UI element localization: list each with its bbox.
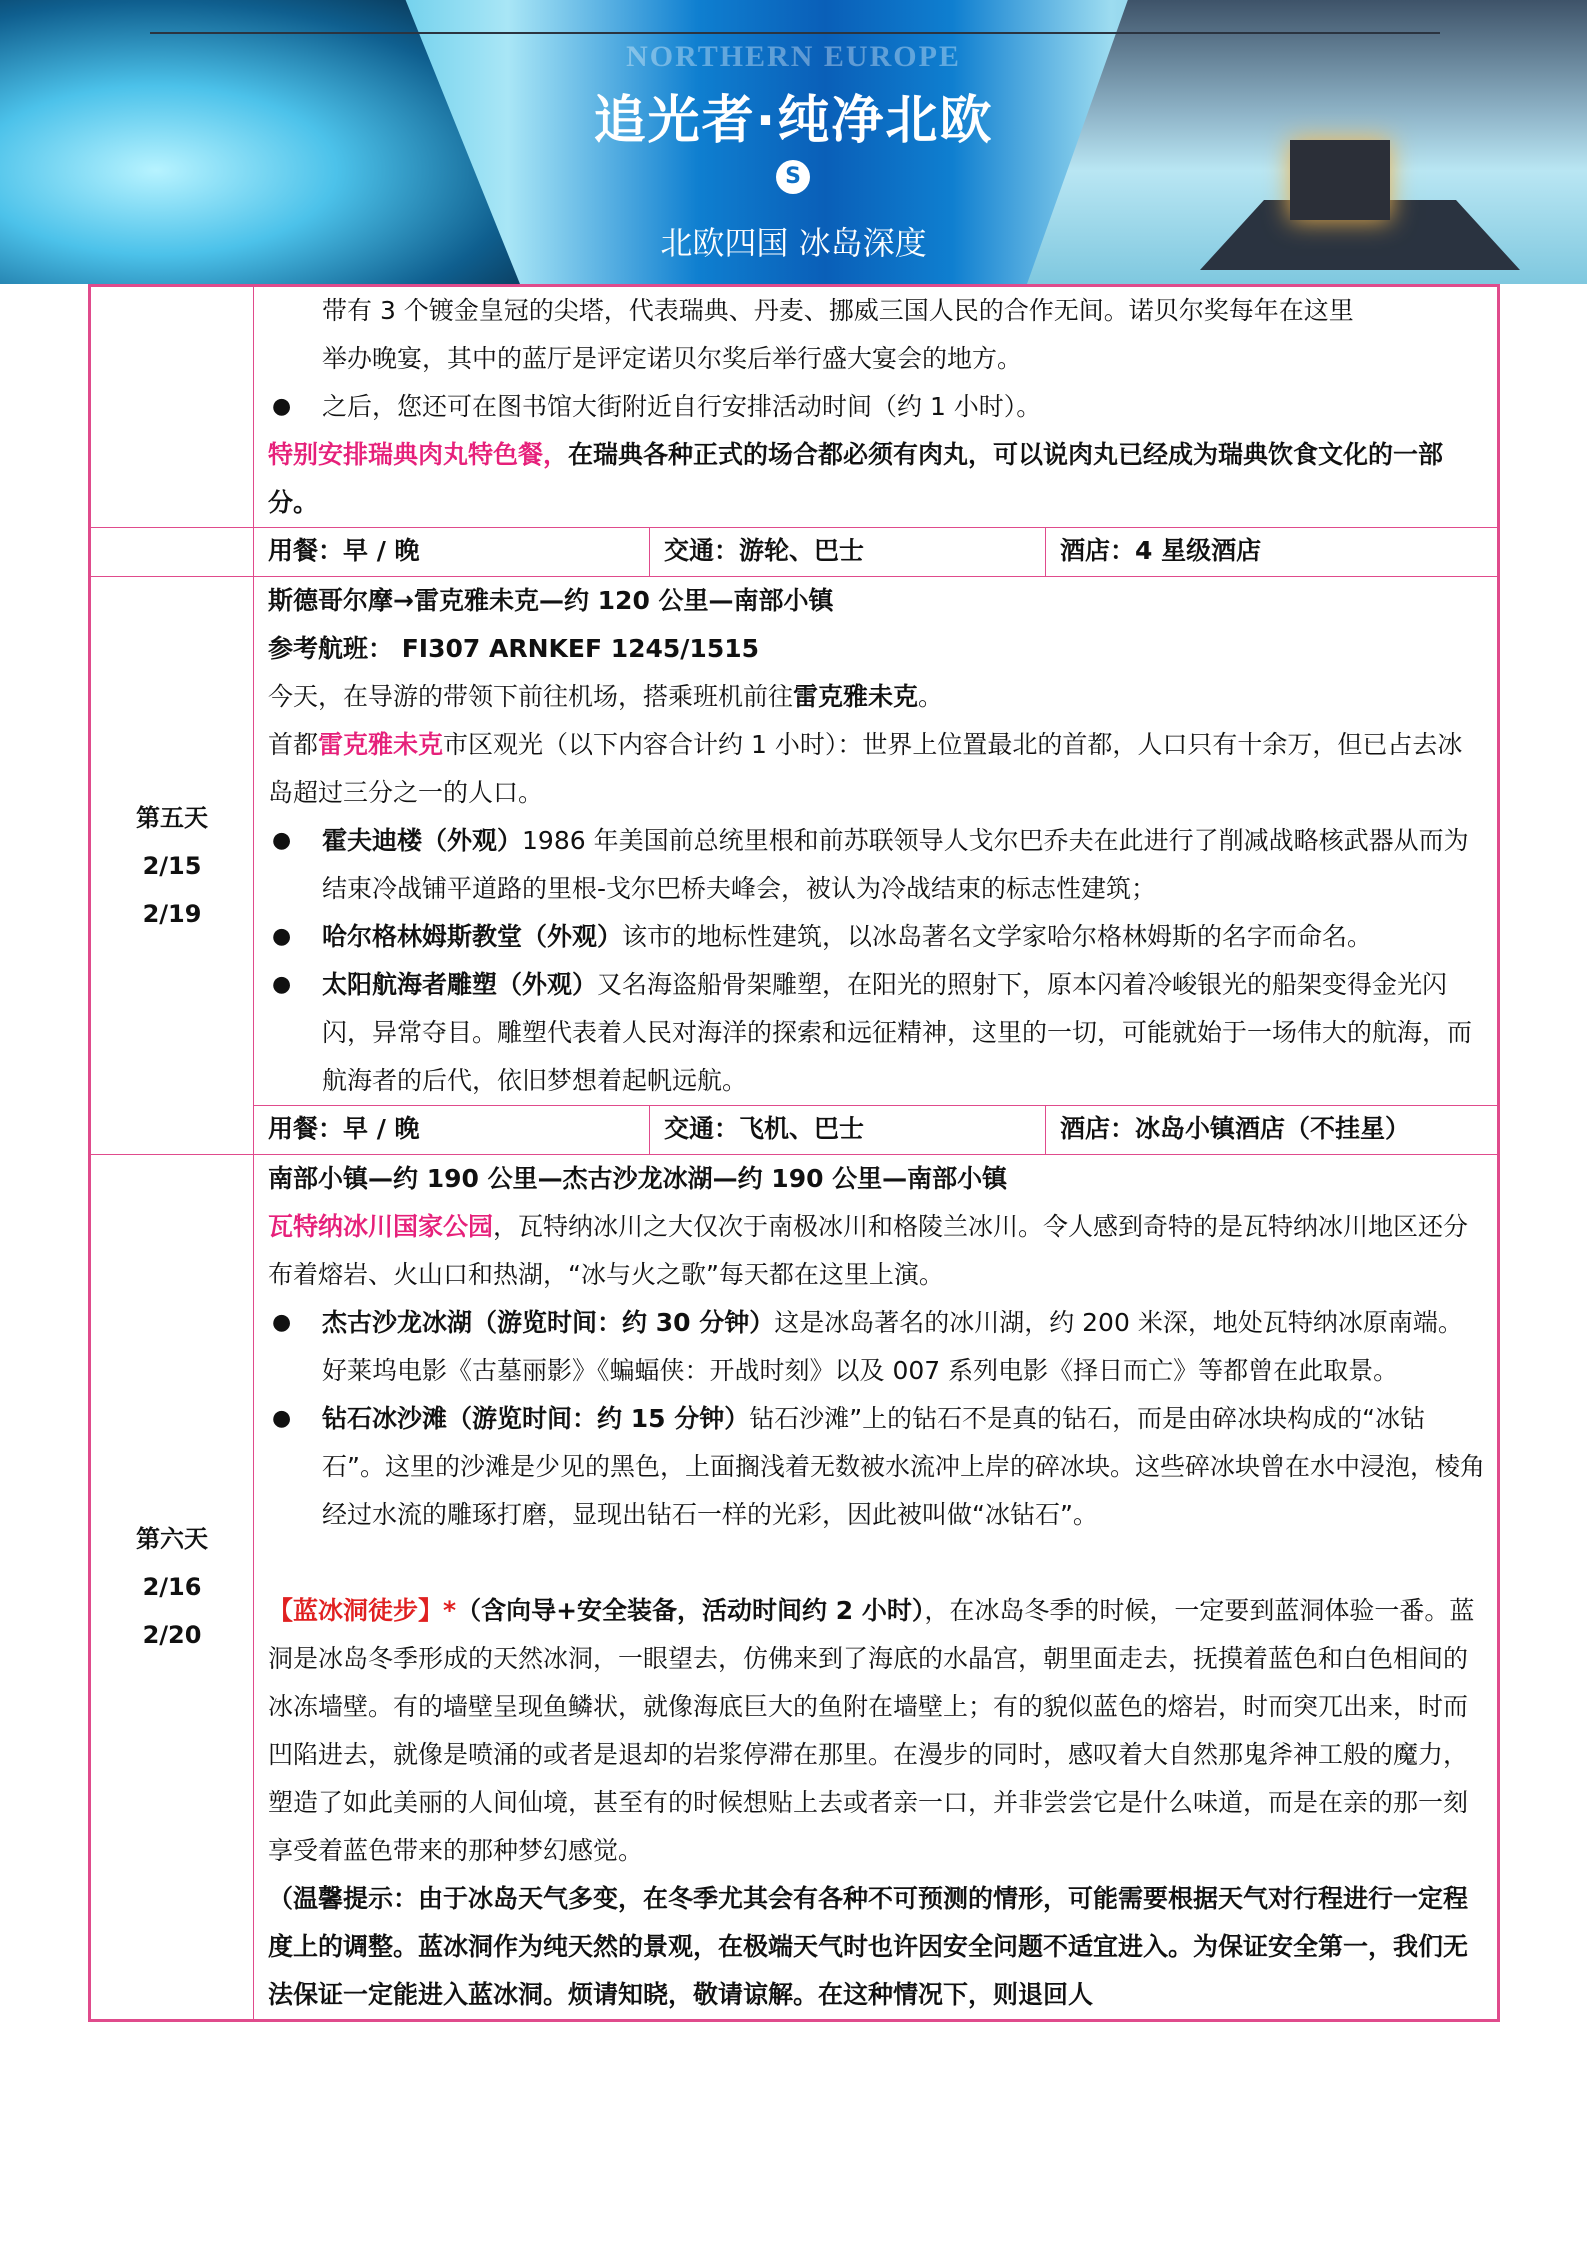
- day4-transport: 交通：游轮、巴士: [650, 528, 1046, 577]
- day6-date2: 2/20: [142, 1621, 202, 1649]
- day4-line2: 举办晚宴，其中的蓝厅是评定诺贝尔奖后举行盛大宴会的地方。: [322, 344, 1023, 373]
- banner-subtitle: 北欧四国 冰岛深度: [660, 224, 927, 262]
- day6-park-text: ，瓦特纳冰川之大仅次于南极冰川和格陵兰冰川。令人感到奇特的是瓦特纳冰川地区还分布着熔岩、火山口和热湖，“冰与火之歌”每天都在这里上演。: [268, 1212, 1469, 1289]
- day5-b3-title: 太阳航海者雕塑（外观）: [322, 970, 598, 999]
- day6-date1: 2/16: [142, 1573, 202, 1601]
- banner-english-title: NORTHERN EUROPE: [626, 40, 961, 73]
- day5-content: [254, 577, 1499, 1106]
- day5-capital-a: 首都: [268, 730, 319, 759]
- day5-day-cell: [90, 577, 254, 1155]
- day5-intro-c: 。: [918, 682, 944, 711]
- day5-route: 斯德哥尔摩→雷克雅未克—约 120 公里—南部小镇: [268, 586, 834, 615]
- day6-hike-text: ，在冰岛冬季的时候，一定要到蓝洞体验一番。蓝洞是冰岛冬季形成的天然冰洞，一眼望去，仿佛来到了海底的水晶宫，朝里面走去，抚摸着蓝色和白色相间的冰冻墙壁。有的墙壁呈现鱼鳞状，就像海底巨大的鱼附在墙壁上；有的貌似蓝色的熔岩，时而突兀出来，时而凹陷进去，就像是喷涌的或者是退却的岩浆停滞在那里。在漫步的同时，感叹着大自然那鬼斧神工般的魔力，塑造了如此美丽的人间仙境，甚至有的时候想贴上去或者亲一口，并非尝尝它是什么味道，而是在亲的那一刻享受着蓝色带来的那种梦幻感觉。: [268, 1596, 1475, 1865]
- day5-capital-c: 市区观光（以下内容合计约 1 小时）：世界上位置最北的首都，人口只有十余万，但已占去冰岛超过三分之一的人口。: [268, 730, 1463, 807]
- day5-hotel: 酒店：冰岛小镇酒店（不挂星）: [1046, 1106, 1499, 1155]
- day5-intro-b: 雷克雅未克: [793, 682, 919, 711]
- day6-hike-bold: （含向导+安全装备，活动时间约 2 小时）: [456, 1596, 925, 1625]
- day6-bullet-1: [268, 1299, 1487, 1395]
- day4-content-row: [90, 286, 1499, 528]
- day6-content-row: [90, 1155, 1499, 2021]
- banner-title: 追光者·纯净北欧: [593, 91, 994, 151]
- day5-flight: 参考航班： FI307 ARNKEF 1245/1515: [268, 634, 760, 663]
- day5-b3-text: 又名海盗船骨架雕塑，在阳光的照射下，原本闪着冷峻银光的船架变得金光闪闪，异常夺目。雕塑代表着人民对海洋的探索和远征精神，这里的一切，可能就始于一场伟大的航海，而航海者的后代，依旧梦想着起帆远航。: [322, 970, 1473, 1095]
- day5-date2: 2/19: [142, 899, 202, 928]
- day5-bullet-2: [268, 913, 1487, 961]
- day5-b2-text: 该市的地标性建筑，以冰岛著名文学家哈尔格林姆斯的名字而命名。: [622, 922, 1373, 951]
- day6-day-cell: [90, 1155, 254, 2021]
- day4-day-cell: [90, 286, 254, 528]
- day6-gap: [268, 1539, 1487, 1587]
- day5-bullet-3: [268, 961, 1487, 1105]
- day6-content: [254, 1155, 1499, 2021]
- day5-transport: 交通：飞机、巴士: [650, 1106, 1046, 1155]
- day5-content-row: [90, 577, 1499, 1106]
- day6-hike: [268, 1587, 1487, 1875]
- day5-label: 第五天: [136, 803, 208, 832]
- day4-meal-row: [90, 528, 1499, 577]
- day6-hike-name: 【蓝冰洞徒步】*: [268, 1596, 457, 1625]
- day5-meal: 用餐：早 / 晚: [254, 1106, 650, 1155]
- day6-park: [268, 1203, 1487, 1299]
- day5-b1-text: 1986 年美国前总统里根和前苏联领导人戈尔巴乔夫在此进行了削减战略核武器从而为结束冷战铺平道路的里根-戈尔巴桥夫峰会，被认为冷战结束的标志性建筑；: [322, 826, 1469, 903]
- day5-b1-title: 霍夫迪楼（外观）: [322, 826, 523, 855]
- day6-b1-title: 杰古沙龙冰湖（游览时间：约 30 分钟）: [322, 1308, 775, 1337]
- day4-bullet: ● 之后，您还可在图书馆大街附近自行安排活动时间（约 1 小时）。: [268, 383, 1487, 431]
- day6-b2-text: 钻石沙滩”上的钻石不是真的钻石，而是由碎冰块构成的“冰钻石”。这里的沙滩是少见的黑色，上面搁浅着无数被水流冲上岸的碎冰块。这些碎冰块曾在水中浸泡，棱角经过水流的雕琢打磨，显现出钻石一样的光彩，因此被叫做“冰钻石”。: [322, 1404, 1485, 1529]
- day6-park-name: 瓦特纳冰川国家公园: [268, 1212, 494, 1241]
- day5-bullet-1: [268, 817, 1487, 913]
- day6-route: 南部小镇—约 190 公里—杰古沙龙冰湖—约 190 公里—南部小镇: [268, 1164, 1008, 1193]
- day4-line1: 带有 3 个镀金皇冠的尖塔，代表瑞典、丹麦、挪威三国人民的合作无间。诺贝尔奖每年在这里: [322, 296, 1354, 325]
- day6-label: 第六天: [136, 1525, 208, 1553]
- day6-b2-title: 钻石冰沙滩（游览时间：约 15 分钟）: [322, 1404, 750, 1433]
- itinerary-table: [88, 284, 1500, 2022]
- day6-bullet-2: [268, 1395, 1487, 1539]
- day5-capital: [268, 721, 1487, 817]
- day4-day-cell-2: [90, 528, 254, 577]
- day4-content: [254, 286, 1499, 528]
- day5-date1: 2/15: [142, 851, 202, 880]
- day5-intro-a: 今天，在导游的带领下前往机场，搭乘班机前往: [268, 682, 794, 711]
- banner-rule: [150, 32, 1440, 34]
- day5-meal-row: [90, 1106, 1499, 1155]
- header-banner: [0, 0, 1587, 284]
- s-logo-icon: S: [776, 160, 810, 194]
- day4-meal: 用餐：早 / 晚: [254, 528, 650, 577]
- day6-tip: （温馨提示：由于冰岛天气多变，在冬季尤其会有各种不可预测的情形，可能需要根据天气对行程进行一定程度上的调整。蓝冰洞作为纯天然的景观，在极端天气时也许因安全问题不适宜进入。为保证安全第一，我们无法保证一定能进入蓝冰洞。烦请知晓，敬请谅解。在这种情况下，则退回人: [268, 1884, 1469, 2009]
- day4-special-pink: 特别安排瑞典肉丸特色餐，: [268, 440, 569, 469]
- day4-special: [268, 431, 1487, 527]
- day5-capital-b: 雷克雅未克: [318, 730, 444, 759]
- day5-b2-title: 哈尔格林姆斯教堂（外观）: [322, 922, 623, 951]
- day4-special-rest: 在瑞典各种正式的场合都必须有肉丸，可以说肉丸已经成为瑞典饮食文化的一部分。: [268, 440, 1444, 517]
- day6-b1-text: 这是冰岛著名的冰川湖，约 200 米深，地处瓦特纳冰原南端。好莱坞电影《古墓丽影》《蝙蝠侠：开战时刻》以及 007 系列电影《择日而亡》等都曾在此取景。: [322, 1308, 1463, 1385]
- day5-intro: [268, 673, 1487, 721]
- day4-hotel: 酒店：4 星级酒店: [1046, 528, 1499, 577]
